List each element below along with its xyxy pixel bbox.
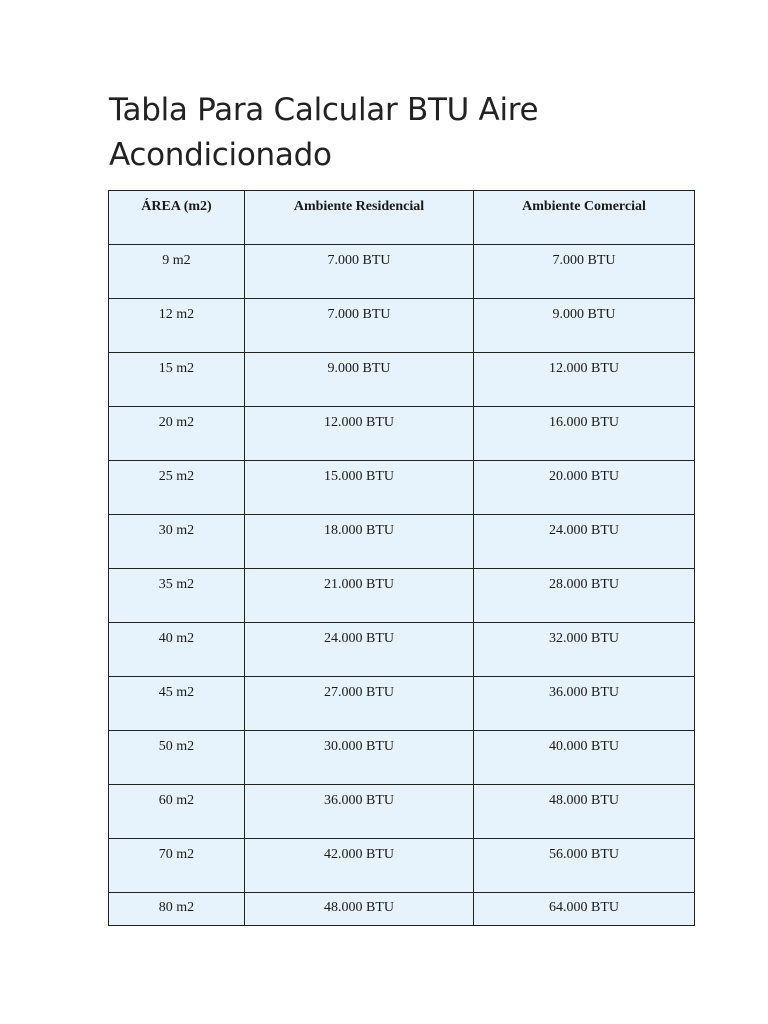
cell-area: 70 m2: [109, 839, 245, 893]
cell-comercial: 12.000 BTU: [474, 353, 695, 407]
table-row: [109, 515, 695, 569]
cell-comercial: 24.000 BTU: [474, 515, 695, 569]
cell-residencial: 9.000 BTU: [245, 353, 474, 407]
table-row: [109, 353, 695, 407]
table-row: [109, 569, 695, 623]
cell-area: 40 m2: [109, 623, 245, 677]
table-row: [109, 893, 695, 926]
cell-area: 80 m2: [109, 893, 245, 926]
table-row: [109, 407, 695, 461]
table-row: [109, 731, 695, 785]
cell-area: 12 m2: [109, 299, 245, 353]
cell-area: 35 m2: [109, 569, 245, 623]
table-row: [109, 785, 695, 839]
cell-comercial: 40.000 BTU: [474, 731, 695, 785]
cell-residencial: 15.000 BTU: [245, 461, 474, 515]
header-area: ÁREA (m2): [109, 191, 245, 245]
cell-residencial: 12.000 BTU: [245, 407, 474, 461]
cell-residencial: 24.000 BTU: [245, 623, 474, 677]
table-row: [109, 623, 695, 677]
cell-area: 20 m2: [109, 407, 245, 461]
cell-comercial: 20.000 BTU: [474, 461, 695, 515]
cell-residencial: 7.000 BTU: [245, 299, 474, 353]
cell-comercial: 28.000 BTU: [474, 569, 695, 623]
cell-residencial: 36.000 BTU: [245, 785, 474, 839]
table-row: [109, 245, 695, 299]
cell-area: 25 m2: [109, 461, 245, 515]
cell-area: 60 m2: [109, 785, 245, 839]
cell-comercial: 16.000 BTU: [474, 407, 695, 461]
cell-comercial: 7.000 BTU: [474, 245, 695, 299]
cell-area: 50 m2: [109, 731, 245, 785]
cell-residencial: 21.000 BTU: [245, 569, 474, 623]
table-row: [109, 461, 695, 515]
cell-comercial: 48.000 BTU: [474, 785, 695, 839]
header-residencial: Ambiente Residencial: [245, 191, 474, 245]
cell-area: 45 m2: [109, 677, 245, 731]
table-row: [109, 677, 695, 731]
cell-residencial: 27.000 BTU: [245, 677, 474, 731]
cell-residencial: 42.000 BTU: [245, 839, 474, 893]
table-header-row: [109, 191, 695, 245]
cell-residencial: 18.000 BTU: [245, 515, 474, 569]
cell-area: 15 m2: [109, 353, 245, 407]
cell-residencial: 7.000 BTU: [245, 245, 474, 299]
cell-residencial: 30.000 BTU: [245, 731, 474, 785]
cell-comercial: 9.000 BTU: [474, 299, 695, 353]
cell-residencial: 48.000 BTU: [245, 893, 474, 926]
cell-comercial: 64.000 BTU: [474, 893, 695, 926]
table-row: [109, 299, 695, 353]
header-comercial: Ambiente Comercial: [474, 191, 695, 245]
page-title: Tabla Para Calcular BTU Aire Acondicionado: [109, 92, 539, 173]
cell-comercial: 32.000 BTU: [474, 623, 695, 677]
table-row: [109, 839, 695, 893]
cell-comercial: 36.000 BTU: [474, 677, 695, 731]
cell-area: 9 m2: [109, 245, 245, 299]
btu-table: [108, 190, 695, 926]
cell-area: 30 m2: [109, 515, 245, 569]
cell-comercial: 56.000 BTU: [474, 839, 695, 893]
